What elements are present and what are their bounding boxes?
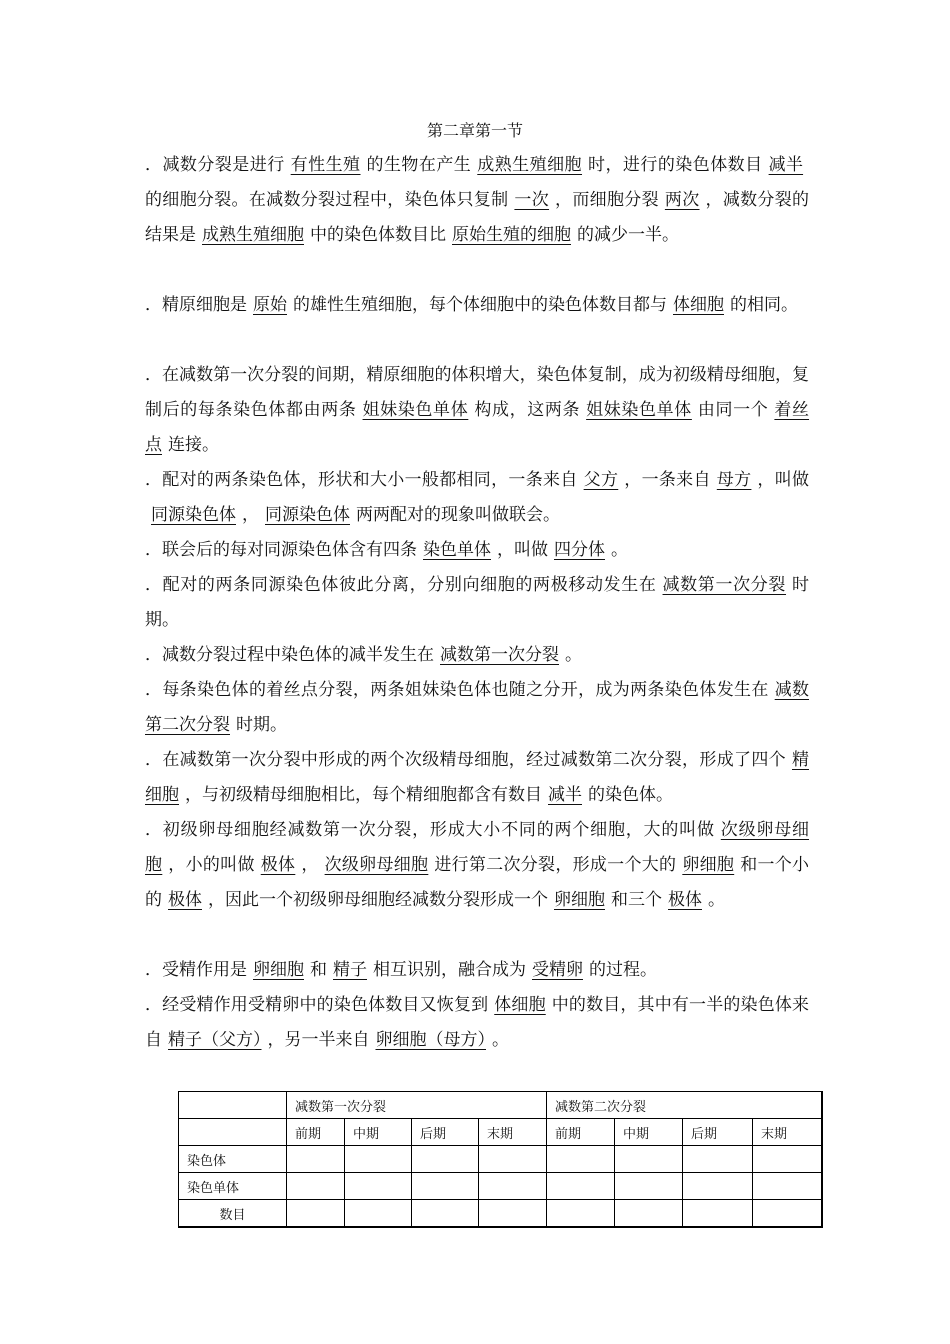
answer-blank: 极体 [260, 854, 296, 875]
paragraph-11: ．受精作用是 卵细胞 和 精子 相互识别，融合成为 受精卵 的过程。 [145, 960, 657, 980]
table-cell [615, 1173, 683, 1200]
answer-blank: 父方 [583, 470, 619, 490]
table-cell [287, 1173, 345, 1200]
table-cell [753, 1146, 822, 1173]
table-cell [412, 1173, 479, 1200]
table-cell [345, 1173, 412, 1200]
answer-blank: 次级卵母细胞 [145, 820, 810, 875]
answer-blank: 姐妹染色单体 [586, 399, 692, 420]
paragraph-1: ．减数分裂是进行 有性生殖 的生物在产生 成熟生殖细胞 时，进行的染色体数目 减半的细胞分裂。在减数分裂过程中，染色体只复制 一次 ，而细胞分裂 两次 ，减数分裂的结果是 成熟生殖细胞 中的染色体数目比 原始生殖的细胞 的减少一半。 [145, 155, 810, 245]
table-cell [179, 1119, 287, 1146]
answer-blank: 成熟生殖细胞 [202, 224, 304, 245]
paragraph-2: ．精原细胞是 原始 的雄性生殖细胞，每个体细胞中的染色体数目都与 体细胞 的相同。 [145, 295, 798, 315]
answer-blank: 减数第一次分裂 [440, 645, 559, 665]
table-cell [287, 1200, 345, 1228]
table-phase-header: 末期 [479, 1119, 547, 1146]
table-group-header: 减数第一次分裂 [287, 1092, 547, 1119]
paragraph-4: ．配对的两条染色体，形状和大小一般都相同，一条来自 父方 ，一条来自 母方 ，叫做同源染色体 ， 同源染色体 两两配对的现象叫做联会。 [145, 470, 810, 525]
answer-blank: 着丝点 [145, 399, 810, 455]
answer-blank: 减半 [768, 155, 804, 175]
answer-blank: 有性生殖 [290, 155, 361, 175]
answer-blank: 同源染色体 [265, 504, 350, 525]
paragraph-6: ．配对的两条同源染色体彼此分离，分别向细胞的两极移动发生在 减数第一次分裂 时期。 [145, 575, 810, 630]
answer-blank: 精细胞 [145, 750, 809, 805]
table-phase-header: 前期 [547, 1119, 615, 1146]
table-phase-header: 后期 [412, 1119, 479, 1146]
table-cell [479, 1173, 547, 1200]
table-cell [479, 1200, 547, 1228]
table-cell [615, 1146, 683, 1173]
table-cell [683, 1173, 753, 1200]
answer-blank: 精子 [333, 960, 367, 980]
answer-blank: 卵细胞 [682, 854, 735, 875]
answer-blank: 同源染色体 [151, 504, 236, 525]
table-group-header: 减数第二次分裂 [547, 1092, 822, 1119]
table-cell [547, 1146, 615, 1173]
table-cell [683, 1200, 753, 1228]
answer-blank: 四分体 [554, 540, 605, 560]
table-cell [547, 1173, 615, 1200]
table-row-label: 数目 [179, 1200, 287, 1228]
paragraph-8: ．每条染色体的着丝点分裂，两条姐妹染色体也随之分开，成为两条染色体发生在 减数第二次分裂 时期。 [145, 680, 810, 735]
table-cell [479, 1146, 547, 1173]
meiosis-table [178, 1091, 823, 1228]
answer-blank: 体细胞 [494, 995, 546, 1015]
table-cell [412, 1200, 479, 1228]
answer-blank: 受精卵 [532, 960, 583, 980]
answer-blank: 原始 [253, 295, 287, 315]
table-row [179, 1173, 822, 1200]
answer-blank: 卵细胞 [554, 889, 605, 910]
paragraph-7: ．减数分裂过程中染色体的减半发生在 减数第一次分裂 。 [145, 645, 582, 665]
table-phase-header: 中期 [345, 1119, 412, 1146]
table-cell [615, 1200, 683, 1228]
table-cell [345, 1146, 412, 1173]
page-title: 第二章第一节 [426, 121, 523, 140]
paragraph-5: ．联会后的每对同源染色体含有四条 染色单体 ，叫做 四分体 。 [145, 540, 628, 560]
answer-blank: 原始生殖的细胞 [452, 224, 571, 245]
table-cell [683, 1146, 753, 1173]
answer-blank: 减数第二次分裂 [145, 680, 810, 735]
table-row-label: 染色体 [179, 1146, 287, 1173]
answer-blank: 减半 [548, 784, 582, 805]
paragraph-3: ．在减数第一次分裂的间期，精原细胞的体积增大，染色体复制，成为初级精母细胞，复制后的每条染色体都由两条 姐妹染色单体 构成，这两条 姐妹染色单体 由同一个 着丝点 连接。 [145, 365, 810, 455]
table-cell [179, 1092, 287, 1119]
answer-blank: 母方 [716, 470, 752, 490]
paragraph-10: ．初级卵母细胞经减数第一次分裂，形成大小不同的两个细胞，大的叫做 次级卵母细胞 ，小的叫做 极体 ， 次级卵母细胞 进行第二次分裂，形成一个大的 卵细胞 和一个小的 极体 ，因此一个初级卵母细胞经减数分裂形成一个 卵细胞 和三个 极体 。 [145, 820, 810, 910]
answer-blank: 减数第一次分裂 [662, 575, 787, 595]
answer-blank: 成熟生殖细胞 [477, 155, 583, 175]
table-phase-header: 中期 [615, 1119, 683, 1146]
table-phase-header: 前期 [287, 1119, 345, 1146]
answer-blank: 姐妹染色单体 [362, 399, 469, 420]
answer-blank: 极体 [168, 889, 202, 910]
table-cell [345, 1200, 412, 1228]
paragraph-12: ．经受精作用受精卵中的染色体数目又恢复到 体细胞 中的数目，其中有一半的染色体来自 精子（父方） ，另一半来自 卵细胞（母方） 。 [145, 995, 810, 1050]
table-row-label: 染色单体 [179, 1173, 287, 1200]
table-phase-row [179, 1119, 822, 1146]
answer-blank: 两次 [664, 189, 700, 210]
table-cell [753, 1173, 822, 1200]
paragraph-9: ．在减数第一次分裂中形成的两个次级精母细胞，经过减数第二次分裂，形成了四个 精细胞 ，与初级精母细胞相比，每个精细胞都含有数目 减半 的染色体。 [145, 750, 809, 805]
table-phase-header: 末期 [753, 1119, 822, 1146]
answer-blank: 染色单体 [423, 540, 491, 560]
answer-blank: 精子（父方） [168, 1029, 262, 1050]
answer-blank: 体细胞 [673, 295, 724, 315]
table-cell [547, 1200, 615, 1228]
table-phase-header: 后期 [683, 1119, 753, 1146]
answer-blank: 次级卵母细胞 [324, 854, 429, 875]
answer-blank: 一次 [514, 189, 550, 210]
table-row [179, 1200, 822, 1228]
table-header-row [179, 1092, 822, 1119]
answer-blank: 卵细胞 [253, 960, 304, 980]
table-row [179, 1146, 822, 1173]
answer-blank: 卵细胞（母方） [375, 1029, 486, 1050]
table-cell [412, 1146, 479, 1173]
table-cell [287, 1146, 345, 1173]
table-cell [753, 1200, 822, 1228]
answer-blank: 极体 [668, 889, 702, 910]
